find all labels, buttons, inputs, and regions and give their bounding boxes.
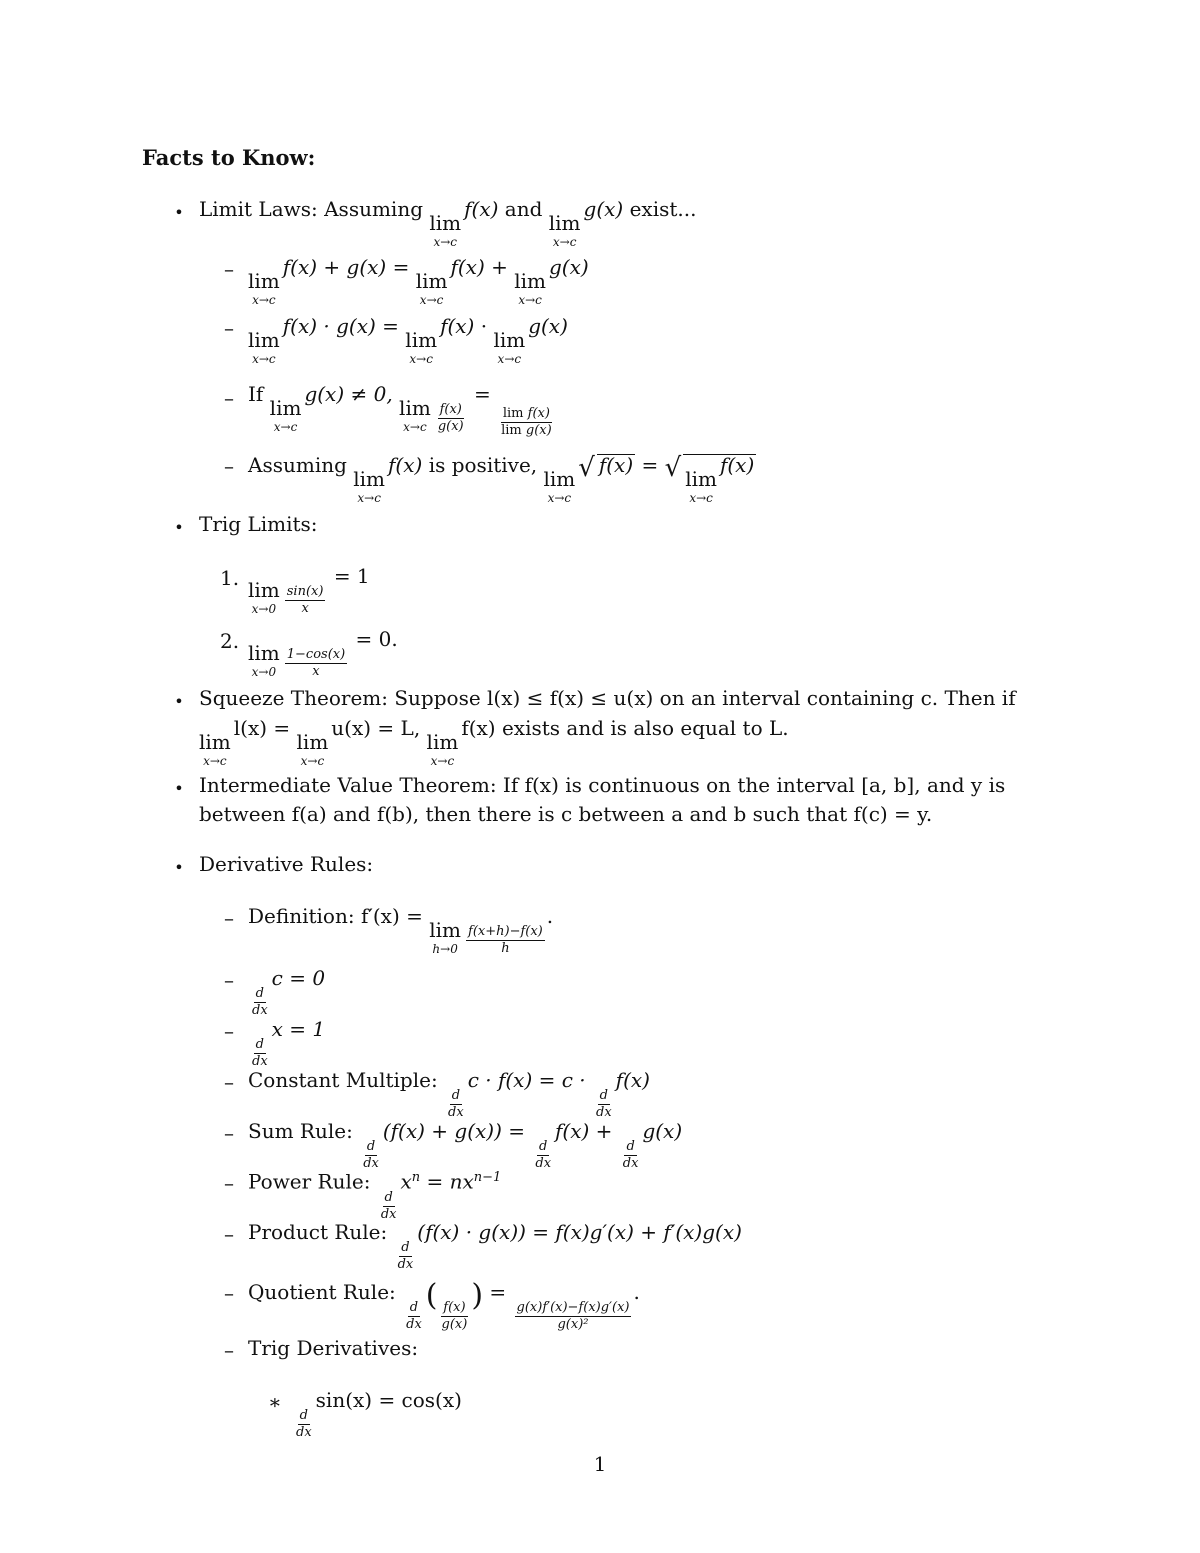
limit-laws-intro: Limit Laws: Assuming lim x→c f(x) and lim x→c g(x) exist... xyxy=(199,197,697,249)
item-number: 2. xyxy=(220,629,240,653)
sum-rule: Sum Rule: $\frac{d}{dx}$ (f(x) + g(x)) = $\frac{d}{dx}$ f(x) + $\frac{d}{dx}$ g(x) xyxy=(248,1119,683,1172)
bullet: • xyxy=(174,779,184,798)
lim-operator: lim x→c xyxy=(429,211,462,249)
page-number: 1 xyxy=(593,1452,607,1476)
sin-derivative: $\frac{d}{dx}$ sin(x) = cos(x) xyxy=(296,1388,462,1441)
squeeze-theorem-line2: lim x→c l(x) = lim x→c u(x) = L, lim x→c f(x) exists and is also equal to L. xyxy=(199,716,789,768)
dash: – xyxy=(224,1338,234,1362)
dash: – xyxy=(224,1121,234,1145)
star-bullet: ∗ xyxy=(268,1390,282,1414)
bullet: • xyxy=(174,203,184,222)
bullet: • xyxy=(174,518,184,537)
product-rule: Product Rule: $\frac{d}{dx}$ (f(x) · g(x)) = f(x)g′(x) + f′(x)g(x) xyxy=(248,1220,742,1273)
ivt-line1: Intermediate Value Theorem: If f(x) is continuous on the interval [a, b], and y is xyxy=(199,773,1006,797)
item-number: 1. xyxy=(220,566,240,590)
trig-derivatives-label: Trig Derivatives: xyxy=(248,1336,419,1360)
dash: – xyxy=(224,906,234,930)
constant-multiple-rule: Constant Multiple: $\frac{d}{dx}$ c · f(x) = c · $\frac{d}{dx}$ f(x) xyxy=(248,1068,650,1121)
derivative-constant: $\frac{d}{dx}$ c = 0 xyxy=(252,966,326,1019)
page-heading: Facts to Know: xyxy=(142,145,316,170)
lim-operator: lim x→c xyxy=(548,211,581,249)
dash: – xyxy=(224,1171,234,1195)
sqrt-law: Assuming lim x→c f(x) is positive, lim x→c √ f(x) = √ lim x→c f(x) xyxy=(248,453,755,505)
dash: – xyxy=(224,1070,234,1094)
sum-law: lim x→c f(x) + g(x) = lim x→c f(x) + lim x→c g(x) xyxy=(248,255,589,307)
dash: – xyxy=(224,454,234,478)
derivative-definition: Definition: f′(x) = lim h→0 $\frac{f(x+h)-f(x)}{h}$ . xyxy=(248,904,554,957)
quotient-rule: Quotient Rule: $\frac{d}{dx}$ ( $\frac{f(x)}{g(x)}$ ) = $\frac{g(x)f'(x)-f(x)g'(x)}{\text{g(x)²}}$ . xyxy=(248,1278,640,1333)
dash: – xyxy=(224,1019,234,1043)
dash: – xyxy=(224,1222,234,1246)
derivative-rules-label: Derivative Rules: xyxy=(199,852,374,876)
bullet: • xyxy=(174,858,184,877)
ivt-line2: between f(a) and f(b), then there is c between a and b such that f(c) = y. xyxy=(199,802,933,826)
squeeze-theorem-line1: Squeeze Theorem: Suppose l(x) ≤ f(x) ≤ u(x) on an interval containing c. Then if xyxy=(199,686,1016,710)
power-rule: Power Rule: $\frac{d}{dx}$ $x^n = nx^{n-1}$ xyxy=(248,1169,502,1222)
dash: – xyxy=(224,386,234,410)
trig-limit-1: lim x→0 $\frac{\sin(x)}{x}$ = 1 xyxy=(248,564,370,617)
bullet: • xyxy=(174,692,184,711)
dash: – xyxy=(224,1281,234,1305)
trig-limits-label: Trig Limits: xyxy=(199,512,318,536)
product-law: lim x→c f(x) · g(x) = lim x→c f(x) · lim x→c g(x) xyxy=(248,314,568,366)
dash: – xyxy=(224,968,234,992)
quotient-law: If lim x→c g(x) ≠ 0, lim x→c $\frac{f(x)}{g(x)}$ = $\frac{\text{lim f(x)}}{\text{lim g(x)}}$ xyxy=(248,382,552,439)
derivative-identity: $\frac{d}{dx}$ x = 1 xyxy=(252,1017,326,1070)
dash: – xyxy=(224,316,234,340)
dash: – xyxy=(224,257,234,281)
trig-limit-2: lim x→0 $\frac{1-\cos(x)}{x}$ = 0. xyxy=(248,627,398,680)
